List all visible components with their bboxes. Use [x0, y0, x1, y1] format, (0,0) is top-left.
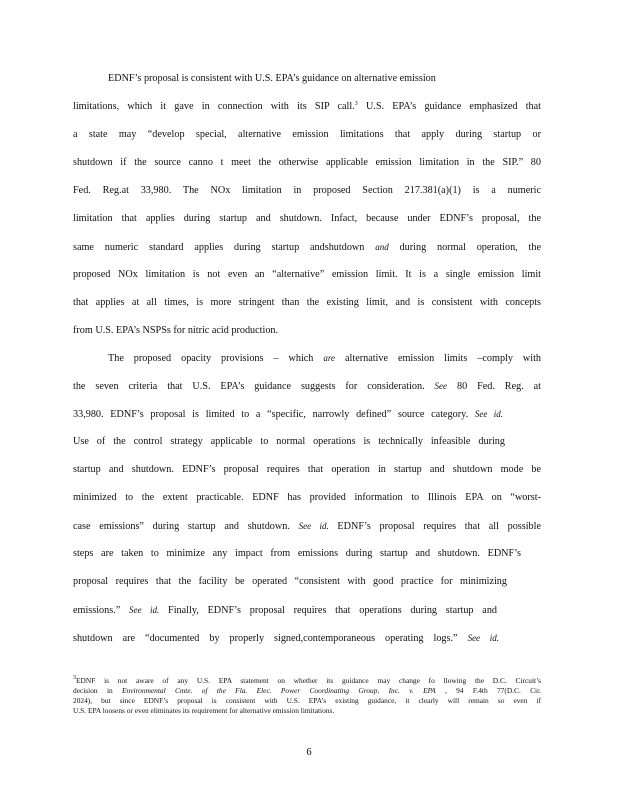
paragraph-1-line-7: same numeric standard applies during startup andshutdown and during normal operation, the — [73, 242, 541, 253]
paragraph-2-line-2: the seven criteria that U.S. EPA’s guidance suggests for consideration. See 80 Fed. Reg. at — [73, 381, 542, 392]
footnote-reference[interactable]: 3 — [354, 101, 358, 107]
paragraph-1-line-1: EDNF’s proposal is consistent with U.S. EPA’s guidance on alternative emission — [108, 73, 436, 84]
paragraph-2-line-8: steps are taken to minimize any impact from emissions during startup and shutdown. EDNF’s — [73, 548, 521, 559]
paragraph-2-line-9: proposal requires that the facility be operated “consistent with good practice for minimizing — [73, 576, 507, 587]
paragraph-2-line-5: startup and shutdown. EDNF’s proposal requires that operation in startup and shutdown mode be — [73, 464, 541, 475]
footnote-line-3: 2024), but since EDNF’s proposal is consistent with U.S. EPA’s existing guidance, it clearly will remain so even if — [73, 696, 541, 705]
footnote-line-2: decision in Environmental Cmte. of the Fla. Elec. Power Coordinating Group, Inc. v. EPA , 94 F.4th 77(D.C. Cir. — [73, 686, 541, 695]
footnote-line-4: U.S. EPA loosens or even eliminates its requirement for alternative emission limitations. — [73, 706, 335, 715]
paragraph-2-line-10: emissions.” See id. Finally, EDNF’s proposal requires that operations during startup and — [73, 605, 498, 616]
paragraph-1-line-4: shutdown if the source canno t meet the otherwise applicable emission limitation in the SIP.” 80 — [73, 157, 541, 168]
paragraph-1-line-9: that applies at all times, is more stringent than the existing limit, and is consistent with concepts — [73, 297, 541, 308]
paragraph-1-line-10: from U.S. EPA’s NSPSs for nitric acid production. — [73, 325, 279, 336]
paragraph-2-line-7: case emissions” during startup and shutdown. See id. EDNF’s proposal requires that all possible — [73, 521, 541, 532]
paragraph-1-line-3: a state may “develop special, alternative emission limitations that apply during startup or — [73, 129, 541, 140]
paragraph-2-line-3: 33,980. EDNF’s proposal is limited to a “specific, narrowly defined” source category. See id. — [73, 409, 503, 420]
page-number: 6 — [306, 747, 312, 758]
footnote — [73, 676, 541, 716]
paragraph-2-line-1: The proposed opacity provisions – which are alternative emission limits –comply with — [108, 353, 542, 364]
paragraph-2-line-6: minimized to the extent practicable. EDNF has provided information to Illinois EPA on “worst- — [73, 492, 541, 503]
footnote-marker: 3 — [73, 675, 76, 681]
paragraph-1-line-2: limitations, which it gave in connection with its SIP call.$^3$ U.S. EPA’s guidance emphasized that — [73, 101, 542, 112]
paragraph-1-line-8: proposed NOx limitation is not even an “alternative” emission limit. It is a single emission limit — [73, 269, 541, 280]
footnote-line-1: $^3$EDNF is not aware of any U.S. EPA statement on whether its guidance may change fo llowing the D.C. Circuit’s — [73, 675, 541, 685]
paragraph-2-line-11: shutdown are “documented by properly signed,contemporaneous operating logs.” See id. — [73, 633, 500, 644]
paragraph-1-line-6: limitation that applies during startup and shutdown. Infact, because under EDNF’s proposal, the — [73, 213, 541, 224]
paragraph-2-line-4: Use of the control strategy applicable to normal operations is technically infeasible during — [73, 436, 505, 447]
paragraph-1-line-5: Fed. Reg.at 33,980. The NOx limitation in proposed Section 217.381(a)(1) is a numeric — [73, 185, 541, 196]
